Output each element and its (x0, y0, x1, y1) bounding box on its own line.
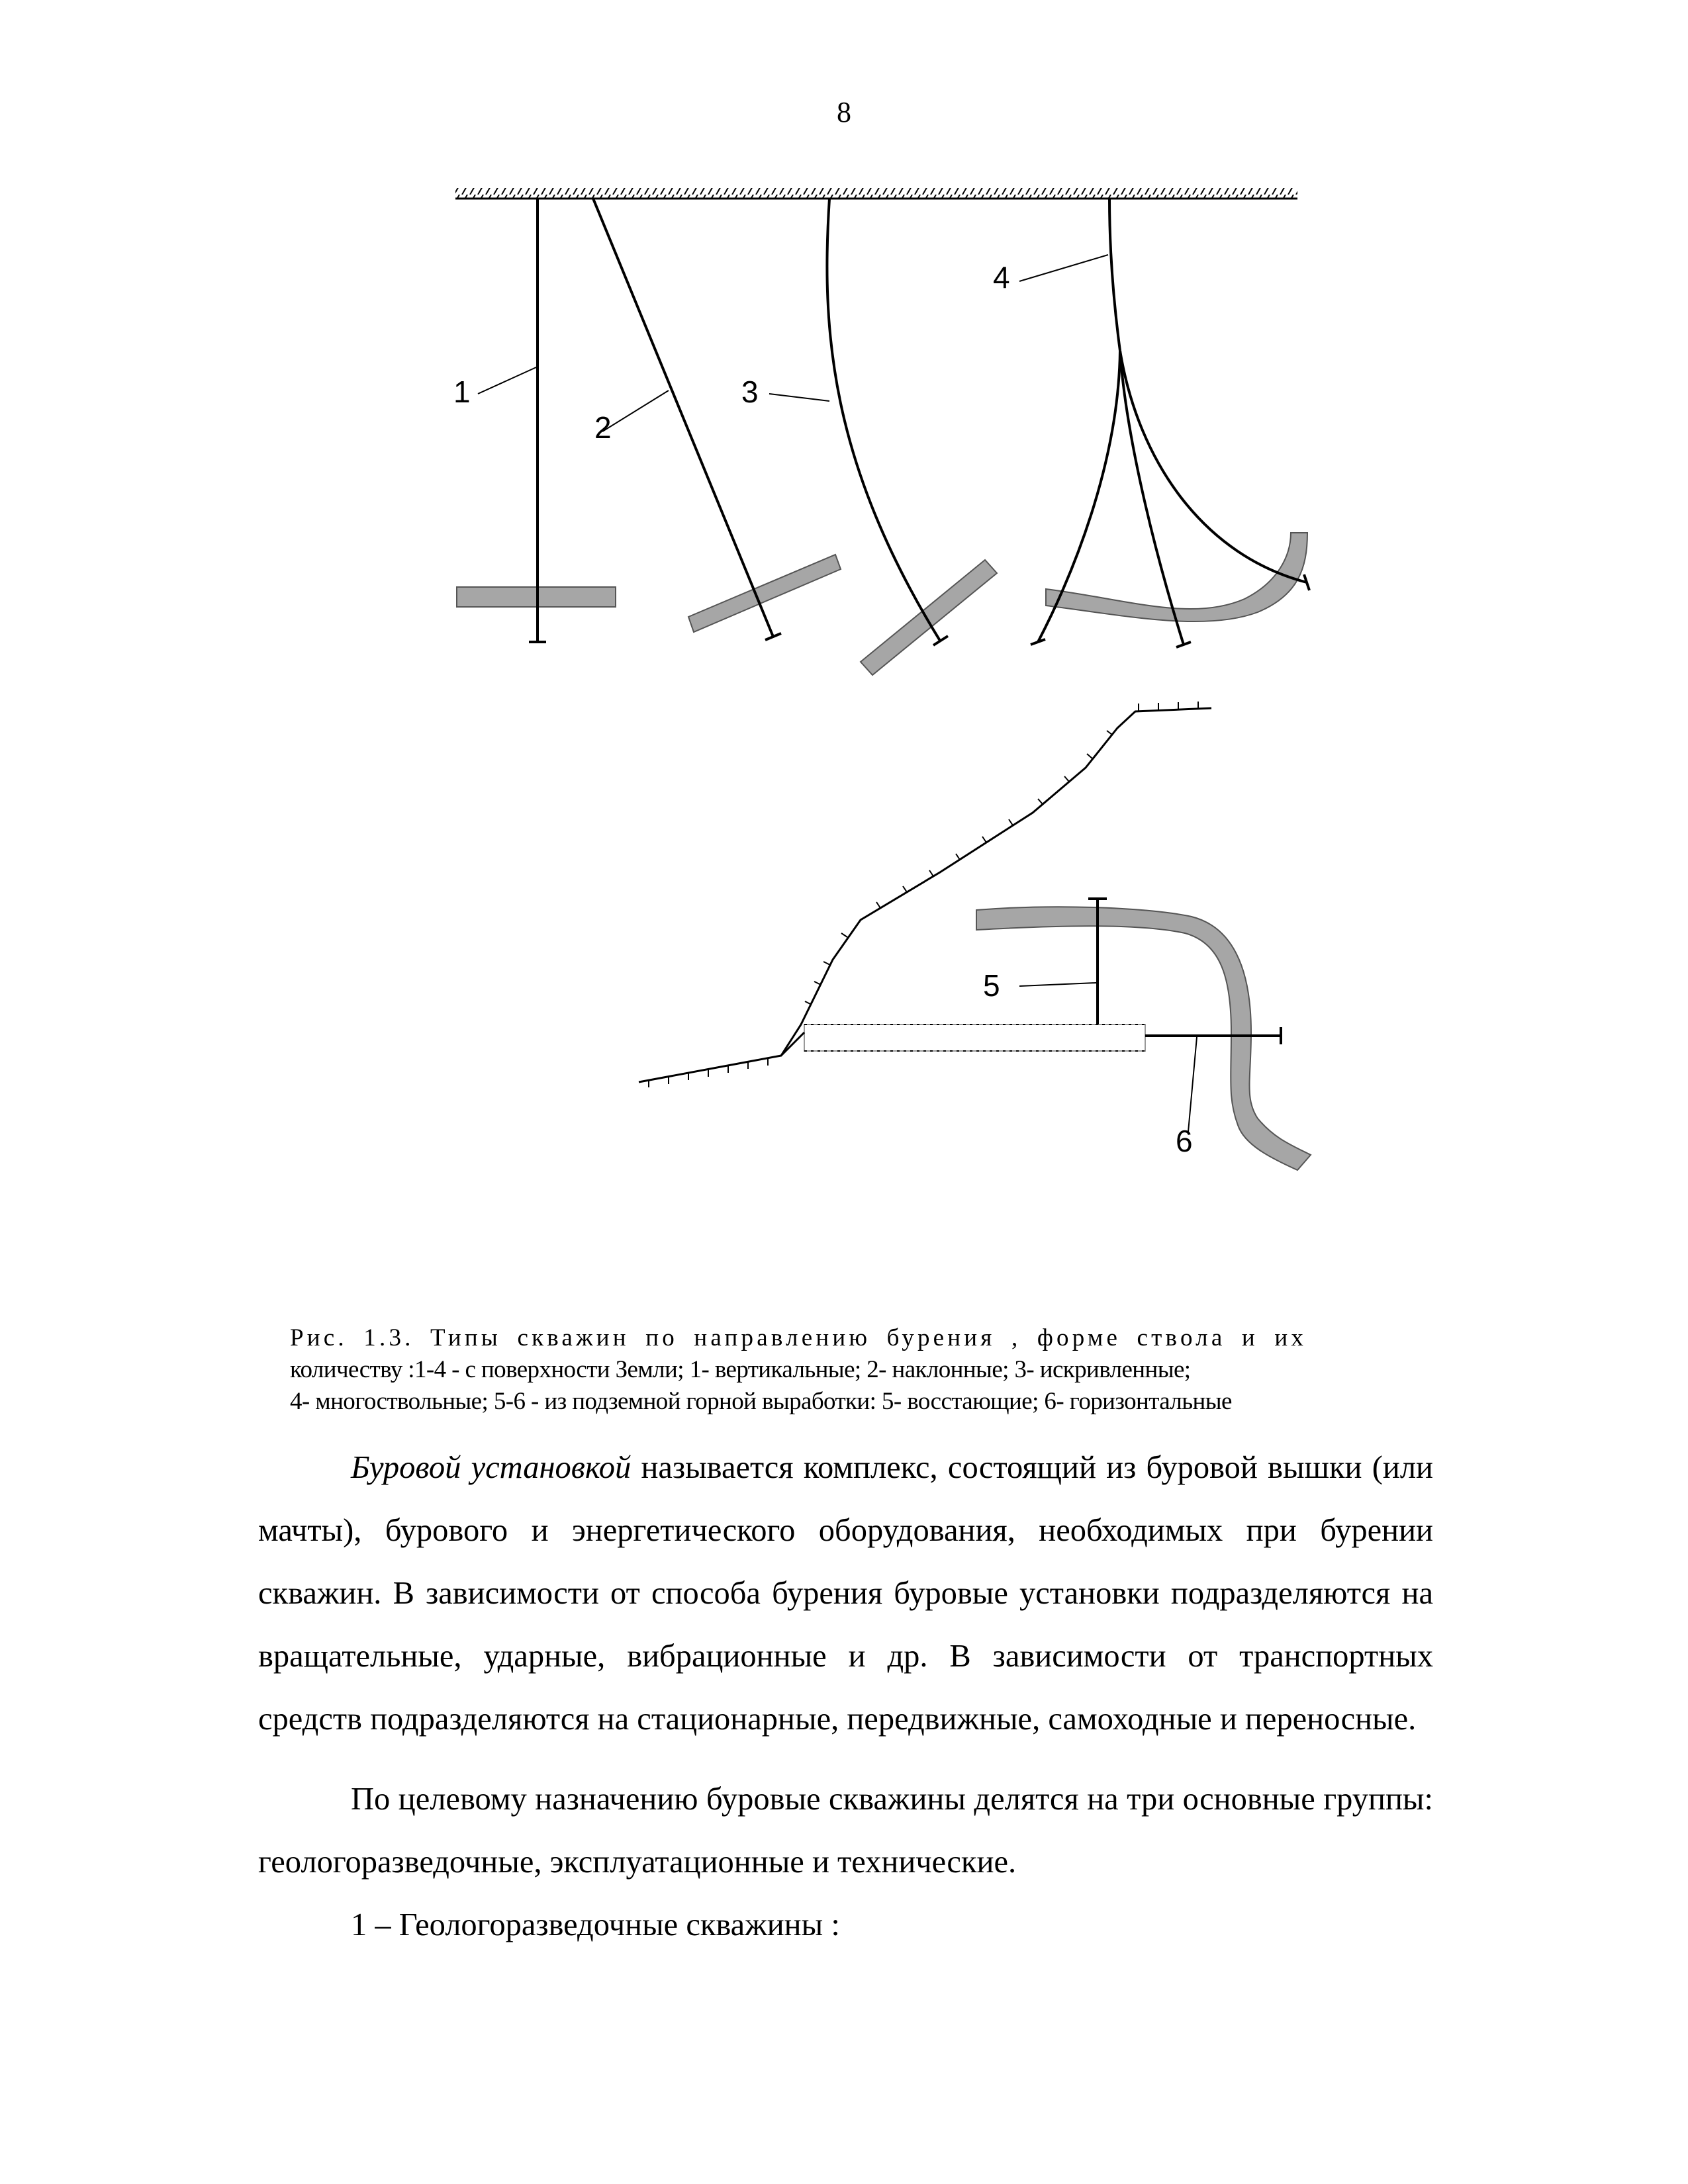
label-leaders-bottom (1019, 983, 1197, 1132)
underground-drift (781, 1024, 1145, 1056)
label-well-3: 3 (741, 375, 759, 409)
ore-bodies-top (457, 533, 1307, 675)
paragraph-1-text: называется комплекс, состоящий из буровой вышки (или мачты), бурового и энергетического оборудования, необходимых при бурении скважин. В зависимости от способа бурения буровые установки подразделяются на вращательные, ударные, вибрационные и др. В зависимости от транспортных средств подразделяются на стационарные, передвижные, самоходные и переносные. (258, 1450, 1433, 1737)
caption-line-3: 4- многоствольные; 5-6 - из подземной горной выработки: 5- восстающие; 6- горизонтальные (290, 1388, 1232, 1415)
label-well-1: 1 (453, 375, 471, 409)
figure-caption (290, 1322, 1389, 1418)
term-drilling-rig: Буровой установкой (351, 1450, 632, 1485)
label-well-6: 6 (1176, 1124, 1193, 1158)
well-6-horizontal (1145, 1027, 1281, 1044)
label-leaders-top (478, 255, 1108, 432)
paragraph-exploration-wells: 1 – Геологоразведочные скважины : (351, 1907, 840, 1942)
well-1-vertical (529, 199, 546, 642)
caption-line-1: Рис. 1.3. Типы скважин по направлению бурения , форме ствола и их (290, 1324, 1307, 1351)
paragraph-well-groups: По целевому назначению буровые скважины делятся на три основные группы: геологоразведочные, эксплуатационные и технические. (258, 1782, 1433, 1880)
label-well-5: 5 (983, 968, 1000, 1003)
well-3-curved (827, 199, 948, 645)
label-well-4: 4 (993, 260, 1010, 295)
caption-line-2: количеству :1-4 - с поверхности Земли; 1- вертикальные; 2- наклонные; 3- искривленные; (290, 1356, 1191, 1383)
body-text (258, 1436, 1433, 1956)
paragraph-drilling-rig (258, 1436, 1433, 1751)
ground-surface (455, 188, 1297, 199)
page-number: 8 (837, 96, 851, 128)
label-well-2: 2 (594, 410, 612, 445)
